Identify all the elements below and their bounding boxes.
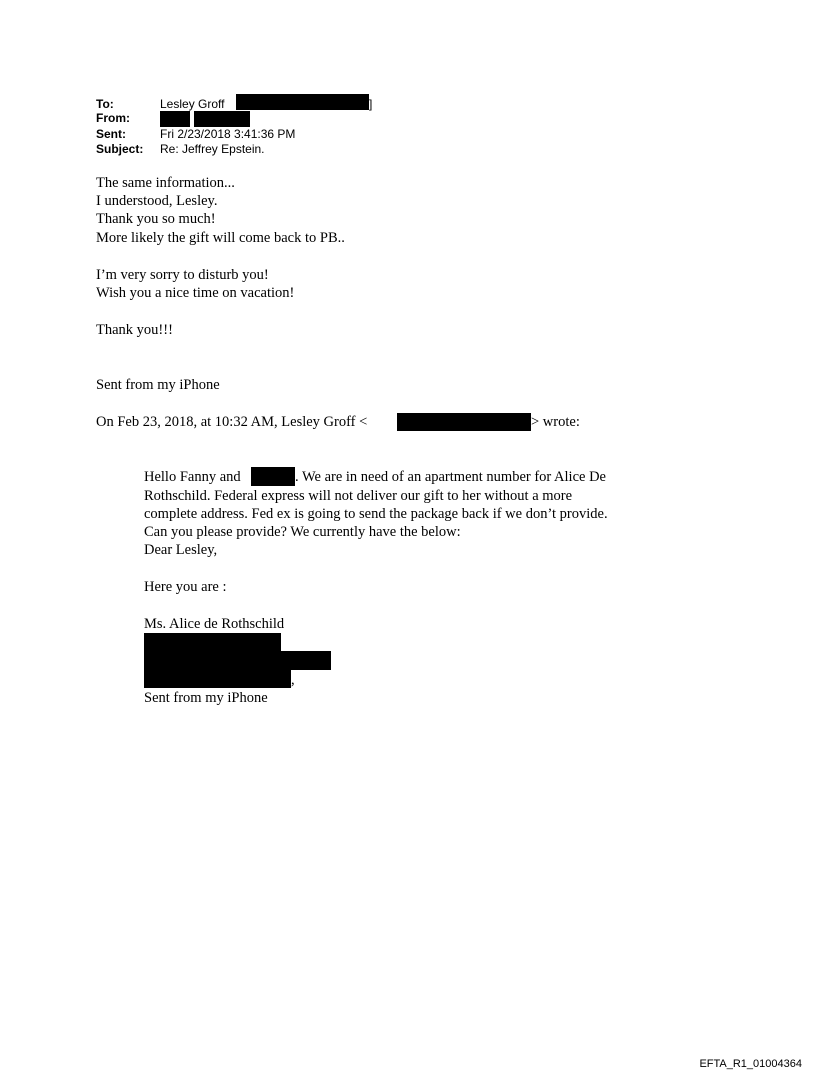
sent-label: Sent: — [96, 127, 126, 141]
from-label: From: — [96, 111, 130, 125]
redaction-from-last — [194, 111, 250, 127]
reply-line: I understood, Lesley. — [96, 193, 218, 209]
redaction-address-line1 — [144, 633, 281, 651]
quoted-line1-suffix: . We are in need of an apartment number for Alice De — [295, 469, 606, 485]
reply-line: Wish you a nice time on vacation! — [96, 285, 295, 301]
document-id: EFTA_R1_01004364 — [699, 1058, 802, 1070]
reply-line: Thank you so much! — [96, 211, 216, 227]
reply-signature: Sent from my iPhone — [96, 377, 220, 393]
redaction-address-line3 — [144, 670, 291, 688]
reply-line: I’m very sorry to disturb you! — [96, 267, 269, 283]
quoted-line: Dear Lesley, — [144, 542, 218, 558]
reply-line: The same information... — [96, 175, 235, 191]
to-value: Lesley Groff — [160, 97, 225, 111]
quoted-signature: Sent from my iPhone — [144, 690, 268, 706]
quote-intro-prefix: On Feb 23, 2018, at 10:32 AM, Lesley Groff < — [96, 414, 368, 430]
subject-label: Subject: — [96, 142, 144, 156]
redaction-quoted-name — [251, 467, 295, 486]
redaction-address-line2 — [144, 651, 331, 670]
quoted-line: complete address. Fed ex is going to send the package back if we don’t provide. — [144, 506, 608, 522]
quoted-line: Can you please provide? We currently have the below: — [144, 524, 461, 540]
quoted-addressee: Ms. Alice de Rothschild — [144, 616, 285, 632]
to-close-bracket: ] — [369, 97, 373, 111]
redaction-quote-email — [397, 413, 531, 431]
redaction-to-email — [236, 94, 369, 110]
quoted-line: Rothschild. Federal express will not deliver our gift to her without a more — [144, 488, 573, 504]
to-label: To: — [96, 97, 114, 111]
sent-value: Fri 2/23/2018 3:41:36 PM — [160, 127, 296, 141]
redaction-from-first — [160, 111, 190, 127]
quoted-line1-prefix: Hello Fanny and — [144, 469, 241, 485]
subject-value: Re: Jeffrey Epstein. — [160, 142, 265, 156]
quote-intro-suffix: > wrote: — [531, 414, 580, 430]
quoted-line: Here you are : — [144, 579, 227, 595]
reply-line: More likely the gift will come back to PB.. — [96, 230, 345, 246]
reply-line: Thank you!!! — [96, 322, 173, 338]
address-comma: , — [291, 672, 295, 688]
